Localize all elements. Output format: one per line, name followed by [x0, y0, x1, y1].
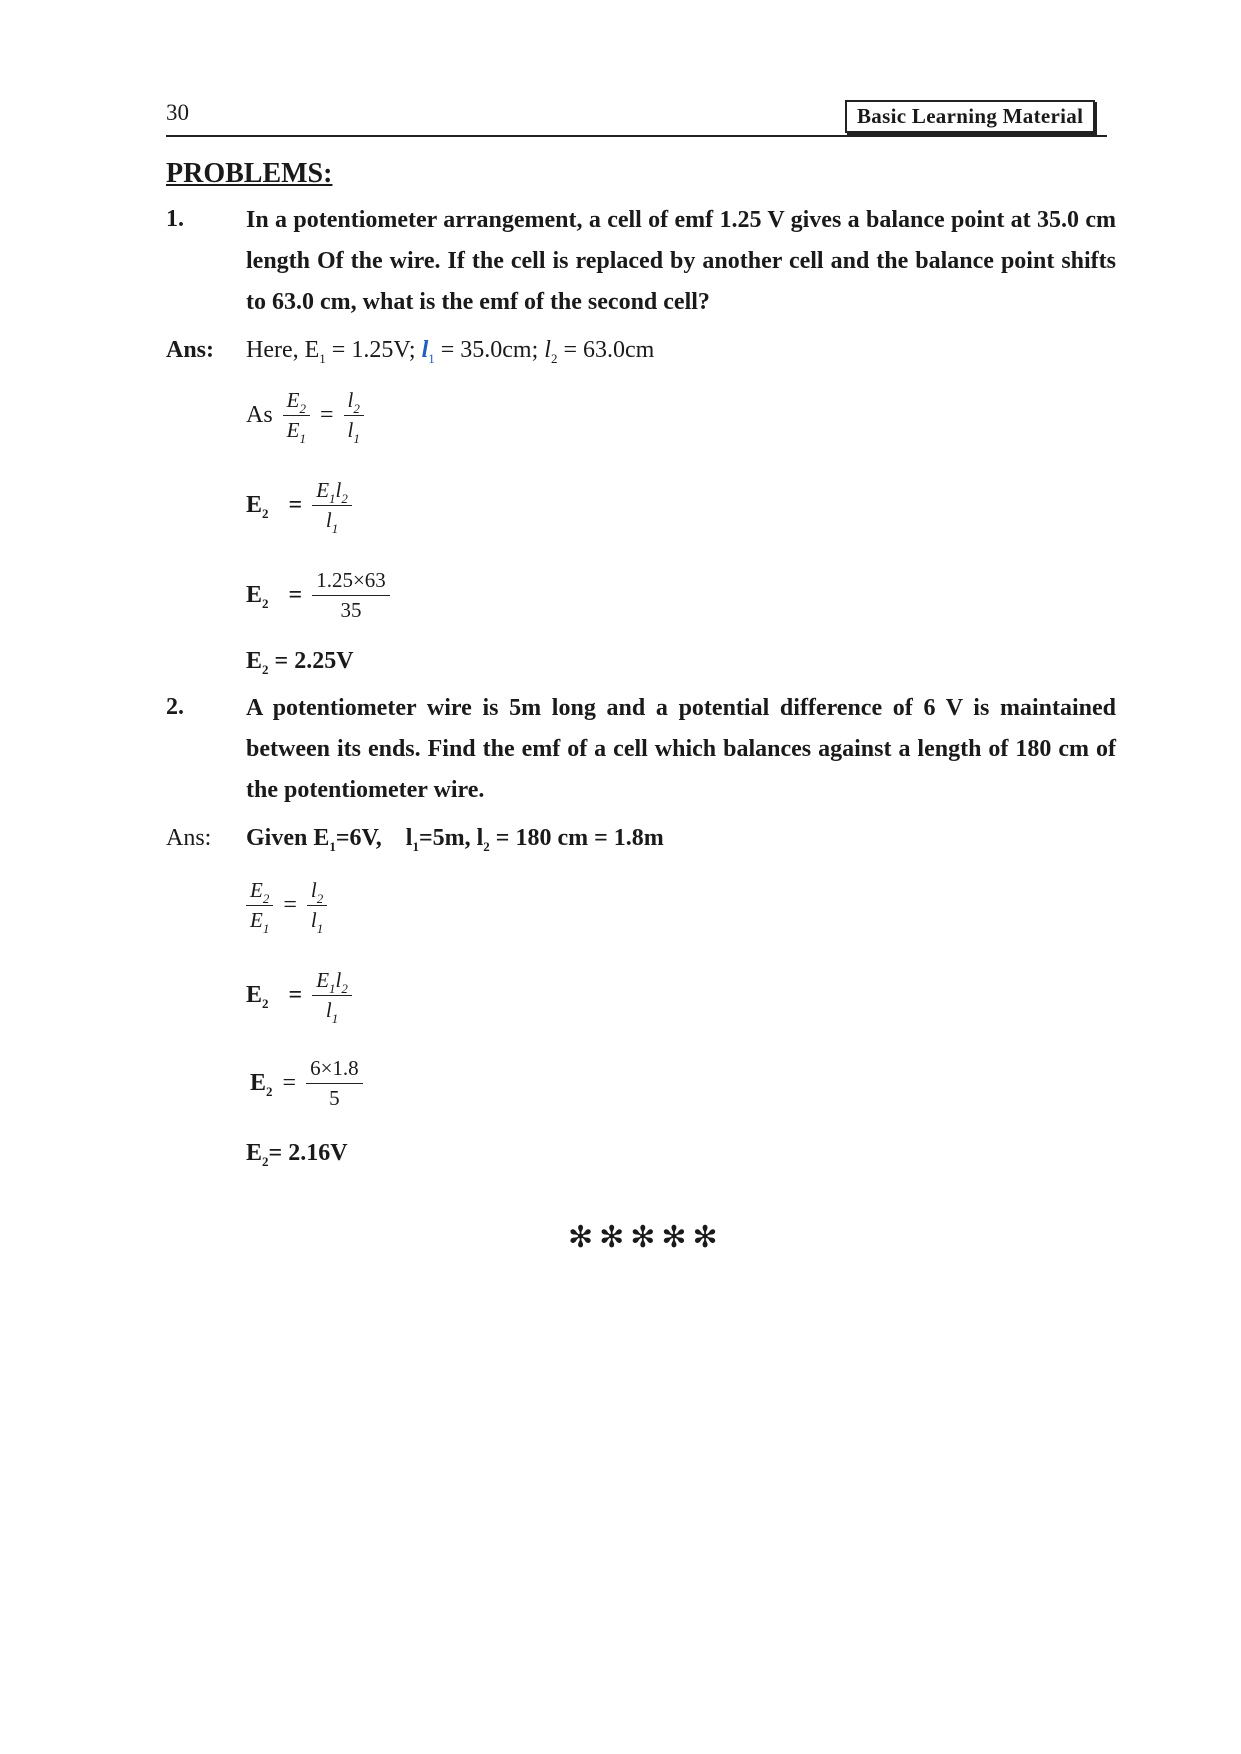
end-mark: ✻✻✻✻✻: [568, 1221, 724, 1254]
problem-1-formula: $E_2$ = $\frac{E_1l_2}{l_1}$: [246, 480, 352, 531]
problem-1-ratio-eq: As $\frac{E_2}{E_1}$ = $\frac{l_2}{l_1}$: [246, 390, 364, 441]
problem-2-ratio-eq: $\frac{E_2}{E_1}$ = $\frac{l_2}{l_1}$: [246, 880, 327, 931]
problem-1-question: In a potentiometer arrangement, a cell of emf 1.25 V gives a balance point at 35.0 cm length Of the wire. If the cell is replaced by another cell and the balance point shifts to 63.0 cm, what is the emf of the second cell?: [246, 207, 1116, 315]
problem-1-ans-label: Ans:: [166, 337, 215, 363]
problem-2-formula: $E_2$ = $\frac{E_1l_2}{l_1}$: [246, 970, 352, 1021]
problem-2-number: 2.: [166, 694, 184, 720]
problem-2-calc: $E_2$ = $\frac{6\times 1.8}{5}$: [250, 1058, 363, 1109]
problem-2-result: $E_2= 2.16V$: [246, 1140, 348, 1169]
header-rule: [166, 135, 1107, 137]
problem-2-given: Given $E_1=6V$, $l_1=5m$, $l_2 = 180$ cm = 1.8m: [246, 825, 664, 854]
section-title: PROBLEMS:: [166, 158, 333, 189]
page-number: 30: [166, 100, 189, 125]
problem-1-calc: $E_2$ = $\frac{1.25\times 63}{35}$: [246, 570, 390, 621]
problem-1-given: Here, $E_1 = 1.25V$; $l_1 = 35.0cm$; $l_2 = 63.0cm$: [246, 337, 655, 366]
header-title: Basic Learning Material: [845, 100, 1095, 133]
problem-1-result: $E_2 = 2.25V$: [246, 648, 354, 677]
problem-2-question: A potentiometer wire is 5m long and a potential difference of 6 V is maintained between its ends. Find the emf of a cell which balances against a length of 180 cm of the potentiometer wire.: [246, 695, 1116, 803]
problem-2-ans-label: Ans:: [166, 825, 212, 851]
problem-1-number: 1.: [166, 206, 184, 232]
